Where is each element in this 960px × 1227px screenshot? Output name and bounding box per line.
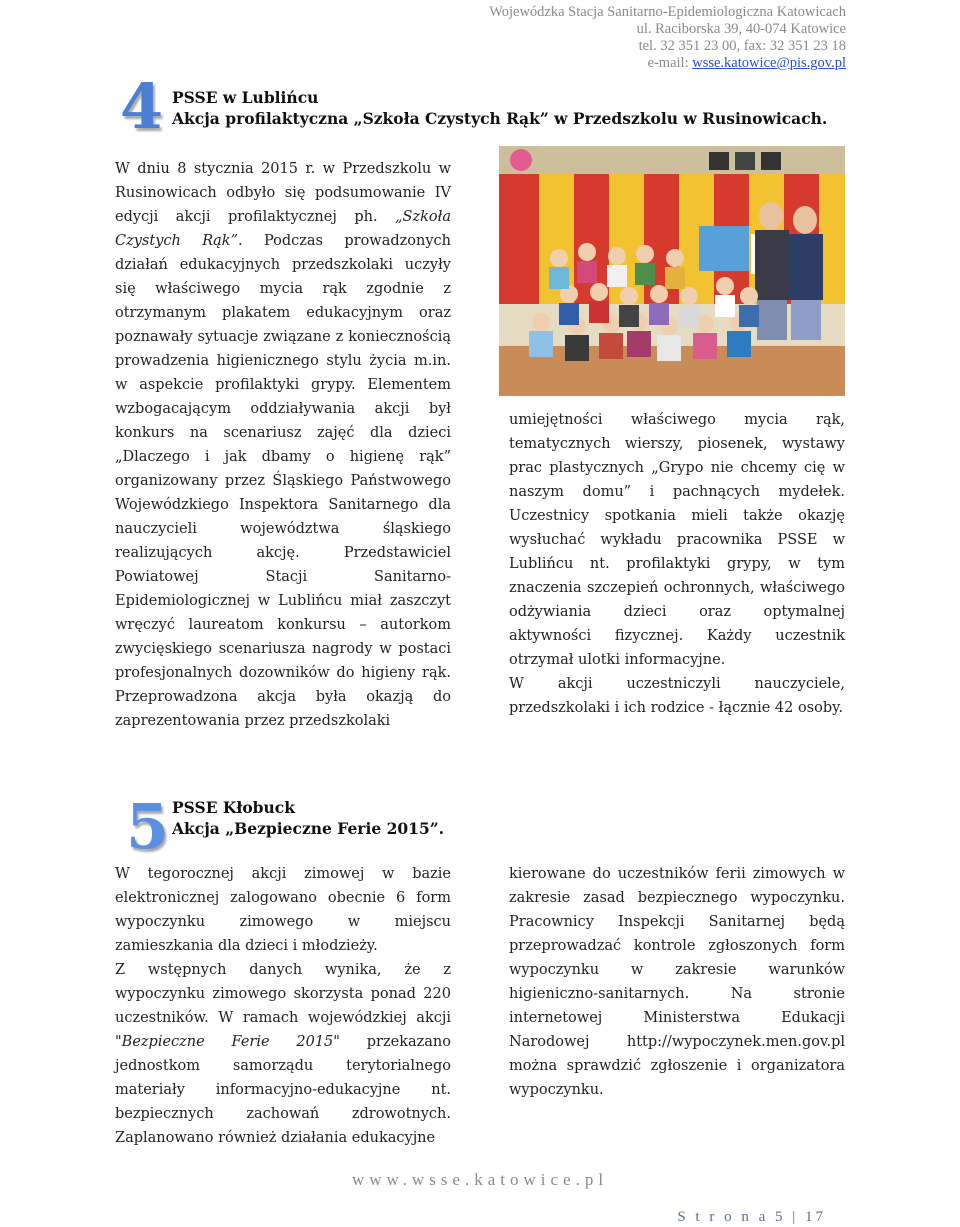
section4-heading xyxy=(172,87,827,129)
group-photo xyxy=(499,146,845,396)
section-number-4: 4 xyxy=(120,70,164,143)
email-label: e-mail: xyxy=(647,55,693,71)
section4-title: PSSE w Lublińcu xyxy=(172,88,319,107)
section5-right-column xyxy=(509,862,845,1102)
section5-right-paragraph: kierowane do uczestników ferii zimowych w zakresie zasad bezpiecznego wypoczynku. Pracownicy Inspekcji Sanitarnej będą przeprowadzać kontrole zgłoszonych form wypoczynku w zakresie warunków higieniczno-sanitarnych. Na stronie internetowej Ministerstwa Edukacji Narodowej http://wypoczynek.men.gov.pl można sprawdzić zgłoszenie i organizatora wypoczynku. xyxy=(509,866,845,1098)
email-line xyxy=(489,55,846,72)
campaign-name: Bezpieczne Ferie 2015 xyxy=(121,1034,334,1050)
text-run: Podczas prowadzonych działań edukacyjnych przedszkolaki uczyły się właściwego mycia rąk zgodnie z otrzymanym plakatem edukacyjnym oraz poznawały sytuacje związane z koniecznością prowadzenia higienicznego stylu życia m.in. w aspekcie profilaktyki grypy. Elementem wzbogacającym oddziaływania akcji był konkurs na scenariusz zajęć dla dzieci „Dlaczego i jak dbamy o higienę rąk” organizowany przez Śląskiego Państwowego Wojewódzkiego Inspektora Sanitarnego dla nauczycieli województwa śląskiego realizujących akcję. Przedstawiciel Powiatowej Stacji Sanitarno-Epidemiologicznej w Lublińcu miał zaszczyt wręczyć laureatom konkursu – autorkom zwycięskiego scenariusza nagrody w postaci profesjonalnych dozowników do higieny rąk. Przeprowadzona akcja była okazją do zaprezentowania przez przedszkolaki xyxy=(115,233,451,729)
text-run: " przekazano jednostkom samorządu terytorialnego materiały informacyjno-edukacyjne nt. bezpiecznych zachowań zdrowotnych. Zaplanowano również działania edukacyjne xyxy=(115,1034,451,1146)
section5-left-paragraph-1: W tegorocznej akcji zimowej w bazie elektronicznej zalogowano obecnie 6 form wypoczynku zimowego w miejscu zamieszkania dla dzieci i młodzieży. xyxy=(115,866,451,954)
section5-title: PSSE Kłobuck xyxy=(172,798,295,817)
footer-website: www.wsse.katowice.pl xyxy=(351,1170,609,1189)
section5-left-paragraph-2 xyxy=(115,958,451,1150)
phone-fax: tel. 32 351 23 00, fax: 32 351 23 18 xyxy=(638,38,846,54)
address: ul. Raciborska 39, 40-074 Katowice xyxy=(636,21,846,37)
section4-left-column xyxy=(115,157,451,733)
section5-left-column xyxy=(115,862,451,1150)
section5-heading xyxy=(172,797,444,839)
institution-name: Wojewódzka Stacja Sanitarno-Epidemiologiczna Katowicach xyxy=(489,4,846,20)
text-run: Z wstępnych danych wynika, że z wypoczynku zimowego skorzysta ponad 220 uczestników. W ramach wojewódzkiej akcji " xyxy=(115,962,451,1050)
campaign-name: „Szkoła Czystych Rąk”. xyxy=(115,209,451,249)
section4-right-column xyxy=(509,408,845,720)
section4-right-paragraph-1: umiejętności właściwego mycia rąk, tematycznych wierszy, piosenek, wystawy prac plastycznych „Grypo nie chcemy cię w naszym domu” i pachnących mydełek. Uczestnicy spotkania mieli także okazję wysłuchać wykładu pracownika PSSE w Lublińcu nt. profilaktyki grypy, w tym znaczenia szczepień ochronnych, właściwego odżywiania dzieci oraz optymalnej aktywności fizycznej. Każdy uczestnik otrzymał ulotki informacyjne. xyxy=(509,412,845,668)
email-link[interactable]: wsse.katowice@pis.gov.pl xyxy=(692,55,846,71)
letterhead xyxy=(489,4,846,72)
section4-left-paragraph xyxy=(115,157,451,733)
section4-subtitle: Akcja profilaktyczna „Szkoła Czystych Rąk” w Przedszkolu w Rusinowicach. xyxy=(172,109,828,128)
section-number-5: 5 xyxy=(126,790,170,863)
text-run: W dniu 8 stycznia 2015 r. w Przedszkolu w Rusinowicach odbyło się podsumowanie IV edycji akcji profilaktycznej ph. xyxy=(115,161,451,225)
group-photo-illustration xyxy=(499,146,845,396)
section4-right-paragraph-2: W akcji uczestniczyli nauczyciele, przedszkolaki i ich rodzice - łącznie 42 osoby. xyxy=(509,676,845,716)
section5-subtitle: Akcja „Bezpieczne Ferie 2015”. xyxy=(172,819,445,838)
page-number: S t r o n a 5 | 17 xyxy=(677,1209,826,1225)
